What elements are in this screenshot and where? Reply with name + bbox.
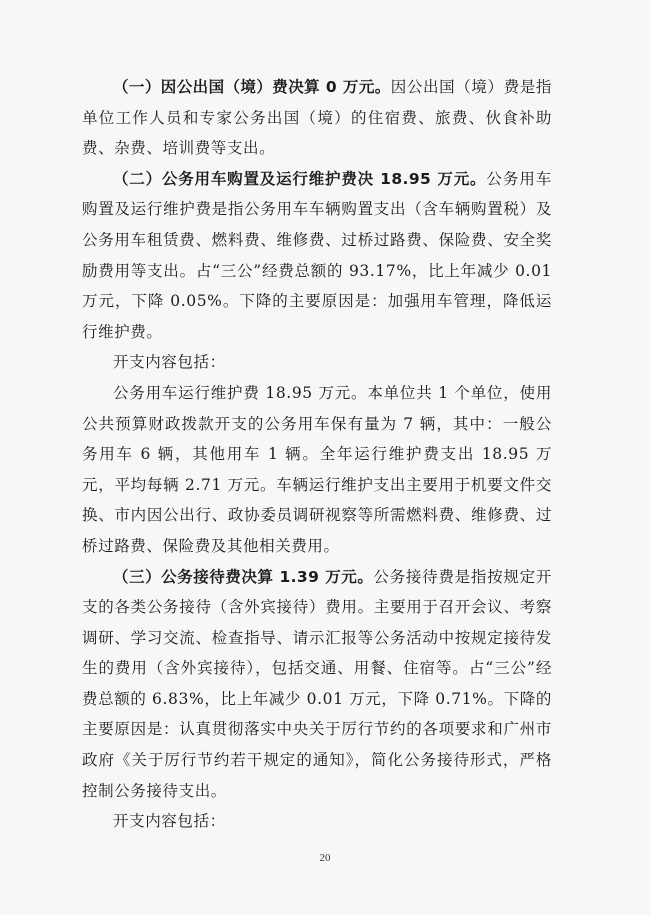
section-text: 公务用车运行维护费 18.95 万元。本单位共 1 个单位，使用公共预算财政拨款开支的公务用车保有量为 7 辆，其中：一般公务用车 6 辆，其他用车 1 辆。全年运行维护费支出 18.95 万元，平均每辆 2.71 万元。车辆运行维护支出主要用于机要文件交换、市内因公出行、政协委员调研视察等所需燃料费、维修费、过桥过路费、保险费及其他相关费用。 [82, 383, 552, 555]
page-number: 20 [319, 852, 331, 864]
section-text: 公务用车购置及运行维护费是指公务用车车辆购置支出（含车辆购置税）及公务用车租赁费、燃料费、维修费、过桥过路费、保险费、安全奖励费用等支出。占“三公”经费总额的 93.17%，比上年减少 0.01 万元，下降 0.05%。下降的主要原因是：加强用车管理，降低运行维护费。 [82, 169, 552, 341]
section-text: 因公出国（境）费是指单位工作人员和专家公务出国（境）的住宿费、旅费、伙食补助费、杂费、培训费等支出。 [82, 78, 552, 158]
section-heading: （二）公务用车购置及运行维护费决 18.95 万元。 [113, 169, 487, 188]
section-text: 公务接待费是指按规定开支的各类公务接待（含外宾接待）费用。主要用于召开会议、考察调研、学习交流、检查指导、请示汇报等公务活动中按规定接待发生的费用（含外宾接待），包括交通、用餐、住宿等。占“三公”经费总额的 6.83%，比上年减少 0.01 万元，下降 0.71%。下降的主要原因是：认真贯彻落实中央关于厉行节约的各项要求和广州市政府《关于厉行节约若干规定的通知》，简化公务接待形式，严格控制公务接待支出。 [82, 567, 552, 800]
section-vehicle-costs [82, 164, 552, 348]
document-body [82, 72, 552, 837]
section-outbound-travel [82, 72, 552, 164]
section-heading: （一）因公出国（境）费决算 0 万元。 [113, 78, 391, 96]
expense-items-label [82, 347, 552, 378]
section-text: 开支内容包括： [113, 353, 226, 372]
section-reception-costs [82, 562, 552, 807]
section-text: 开支内容包括： [113, 812, 226, 831]
expense-items-label [82, 806, 552, 837]
vehicle-maintenance-detail [82, 378, 552, 562]
section-heading: （三）公务接待费决算 1.39 万元。 [113, 567, 374, 586]
